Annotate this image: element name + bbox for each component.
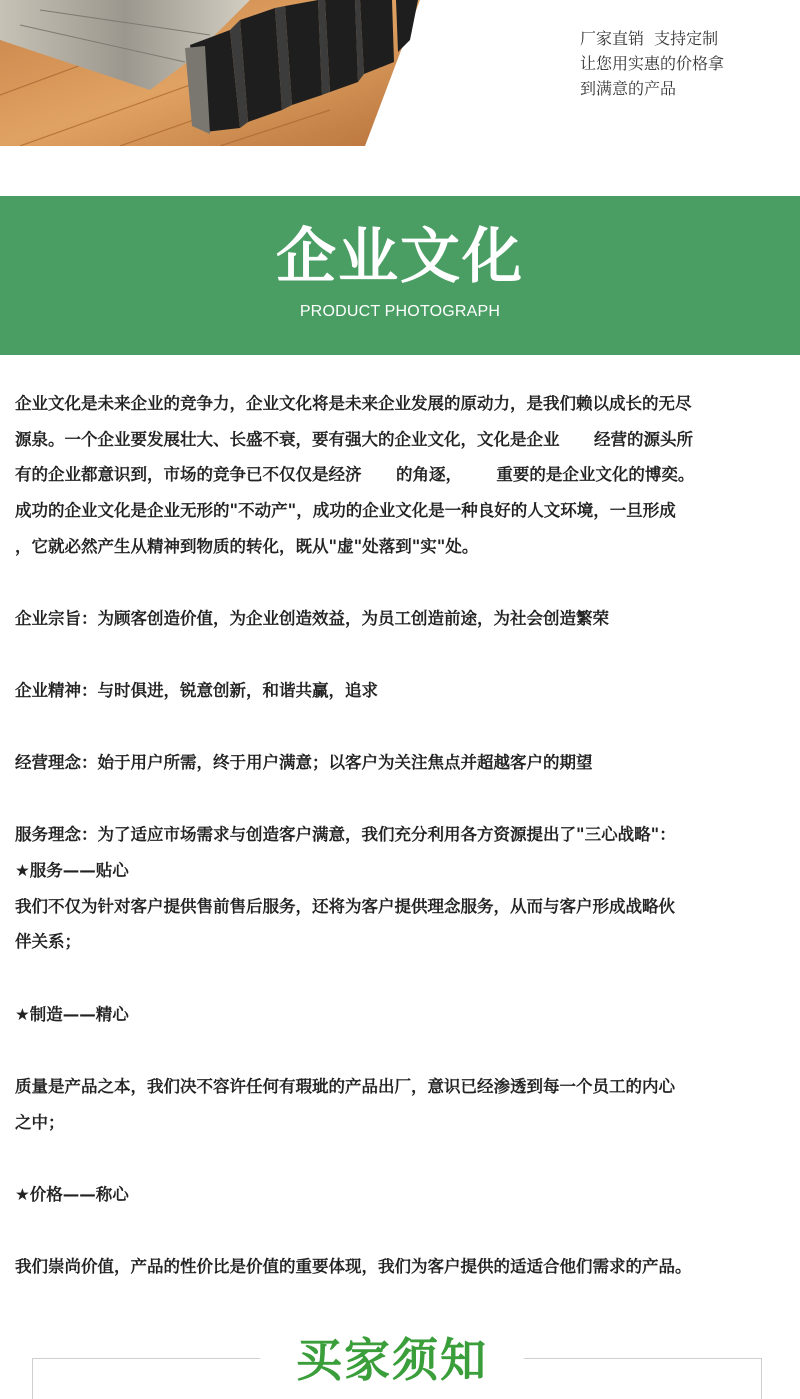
title-band xyxy=(0,196,800,355)
service-text-line: 我们不仅为针对客户提供售前售后服务，还将为客户提供理念服务，从而与客户形成战略伙 xyxy=(15,897,675,916)
company-spirit: 企业精神：与时俱进，锐意创新，和谐共赢，追求 xyxy=(15,681,378,700)
intro-line: 源泉。一个企业要发展壮大、长盛不衰，要有强大的企业文化，文化是企业 经营的源头所 xyxy=(15,430,693,449)
intro-line: ，它就必然产生从精神到物质的转化，既从"虚"处落到"实"处。 xyxy=(15,537,479,556)
section-title: 企业文化 xyxy=(276,222,524,292)
manufacture-heading: ★制造——精心 xyxy=(15,1005,129,1024)
service-philosophy: 服务理念：为了适应市场需求与创造客户满意，我们充分利用各方资源提出了"三心战略"： xyxy=(15,825,676,844)
slogan-line: 到满意的产品 xyxy=(580,79,677,98)
intro-line: 有的企业都意识到，市场的竞争已不仅仅是经济 的角逐， 重要的是企业文化的博奕。 xyxy=(15,465,695,484)
section-subtitle: PRODUCT PHOTOGRAPH xyxy=(299,303,501,320)
top-banner xyxy=(0,0,800,146)
buyer-notice-title: 买家须知 xyxy=(260,1328,524,1392)
slogan-line: 厂家直销 支持定制 xyxy=(580,29,719,48)
intro-line: 企业文化是未来企业的竞争力，企业文化将是未来企业发展的原动力，是我们赖以成长的无尽 xyxy=(15,394,692,413)
price-text: 我们崇尚价值，产品的性价比是价值的重要体现，我们为客户提供的适适合他们需求的产品。 xyxy=(15,1257,692,1276)
slogan xyxy=(580,26,790,101)
manufacture-text-line: 质量是产品之本，我们决不容许任何有瑕玼的产品出厂，意识已经渗透到每一个员工的内心 xyxy=(15,1077,675,1096)
service-heading: ★服务——贴心 xyxy=(15,861,129,880)
slogan-line: 让您用实惠的价格拿 xyxy=(580,54,725,73)
price-heading: ★价格——称心 xyxy=(15,1185,129,1204)
business-philosophy: 经营理念：始于用户所需，终于用户满意；以客户为关注焦点并超越客户的期望 xyxy=(15,753,593,772)
intro-line: 成功的企业文化是企业无形的"不动产"，成功的企业文化是一种良好的人文环境，一旦形成 xyxy=(15,501,676,520)
manufacture-text-line: 之中； xyxy=(15,1113,65,1132)
service-text-line: 伴关系； xyxy=(15,932,81,951)
company-purpose: 企业宗旨：为顾客创造价值，为企业创造效益，为员工创造前途，为社会创造繁荣 xyxy=(15,609,609,628)
